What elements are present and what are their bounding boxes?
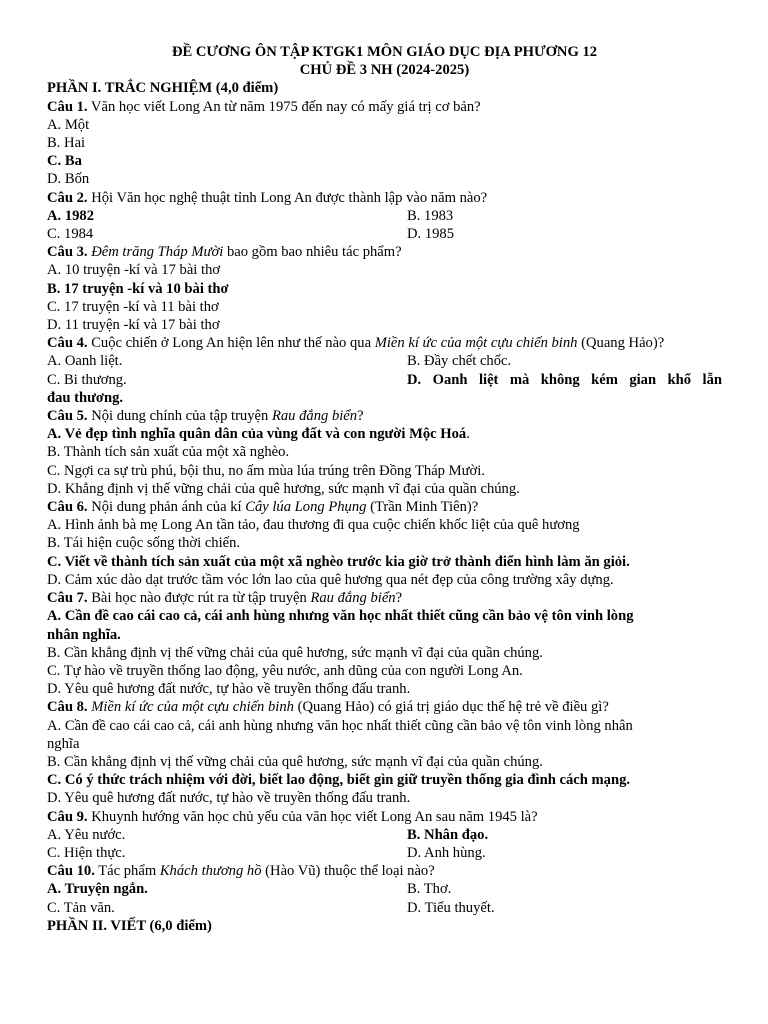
option-a: A. Cần đề cao cái cao cả, cái anh hùng nhưng văn học nhất thiết cũng cần bảo vệ tôn vinh lòng nhân: [47, 717, 633, 734]
question-1-stem: [47, 98, 722, 116]
options-row-1: [47, 826, 722, 844]
option-a: A. 10 truyện -kí và 17 bài thơ: [47, 262, 221, 279]
option-c: C. Hiện thực.: [47, 844, 126, 861]
option-d: D. Tiểu thuyết.: [407, 899, 495, 916]
question-label: Câu 6.: [47, 499, 88, 516]
work-title: Rau đắng biển: [310, 590, 396, 607]
work-title: Cây lúa Long Phụng: [245, 499, 367, 516]
question-text: Văn học viết Long An từ năm 1975 đến nay có mấy giá trị cơ bản?: [87, 98, 481, 115]
option-d: D. Khẳng định vị thế vững chải của quê hương, sức mạnh vĩ đại của quần chúng.: [47, 480, 520, 497]
options-row-2: [47, 899, 722, 917]
option-a-continued: nghĩa: [47, 735, 80, 752]
question-text: (Trần Minh Tiên)?: [366, 499, 479, 516]
question-8-stem: [47, 698, 722, 716]
question-text: Nội dung phản ánh của kí: [87, 499, 246, 516]
work-title: Khách thương hồ: [159, 863, 262, 880]
option-a-end: .: [466, 426, 470, 443]
option-c-answer: C. Ba: [47, 153, 82, 170]
question-text: Khuynh hướng văn học chủ yếu của văn học viết Long An sau năm 1945 là?: [87, 808, 538, 825]
question-3-stem: [47, 243, 722, 261]
option-b: B. Hai: [47, 135, 86, 152]
option-b: B. Đầy chết chốc.: [407, 353, 512, 370]
work-title: Miền kí ức của một cựu chiến binh: [91, 699, 294, 716]
option-b: B. Cần khẳng định vị thế vững chải của quê hương, sức mạnh vĩ đại của quần chúng.: [47, 644, 543, 661]
question-1: [47, 98, 722, 189]
option-c: C. 17 truyện -kí và 11 bài thơ: [47, 298, 219, 315]
question-text: Cuộc chiến ở Long An hiện lên như thế nào qua: [87, 335, 375, 352]
option-c: C. 1984: [47, 226, 94, 243]
option-d: D. Anh hùng.: [407, 844, 486, 861]
option-a: A. Oanh liệt.: [47, 353, 123, 370]
work-title: Miền kí ức của một cựu chiến binh: [374, 335, 578, 352]
option-a-answer: A. 1982: [47, 207, 95, 224]
question-10-stem: [47, 862, 722, 880]
option-b: B. Tái hiện cuộc sống thời chiến.: [47, 535, 241, 552]
question-label: Câu 1.: [47, 98, 88, 115]
question-label: Câu 10.: [47, 863, 95, 880]
question-label: Câu 8.: [47, 699, 88, 716]
question-text: Tác phẩm: [94, 863, 160, 880]
question-8: [47, 698, 722, 807]
question-label: Câu 2.: [47, 189, 88, 206]
options-row-1: [47, 207, 722, 225]
option-a-answer-continued: nhân nghĩa.: [47, 626, 121, 643]
document-page: [47, 43, 722, 935]
options-row-2: [47, 371, 722, 389]
option-b-answer: B. Nhân đạo.: [407, 826, 489, 843]
options-row-2: [47, 844, 722, 862]
option-a-answer-line: [47, 425, 722, 443]
title-line-2: CHỦ ĐỀ 3 NH (2024-2025): [299, 62, 470, 79]
question-6: [47, 498, 722, 589]
question-2-stem: [47, 189, 722, 207]
option-d-answer: D. Oanh liệt mà không kém gian khổ lẫn: [407, 371, 722, 388]
option-c: C. Tản văn.: [47, 899, 115, 916]
option-b: B. Thành tích sản xuất của một xã nghèo.: [47, 444, 290, 461]
title-line-1: ĐỀ CƯƠNG ÔN TẬP KTGK1 MÔN GIÁO DỤC ĐỊA PHƯƠNG 12: [171, 44, 598, 60]
option-d: D. 11 truyện -kí và 17 bài thơ: [47, 317, 220, 334]
question-text: (Quang Hảo)?: [577, 335, 665, 352]
question-text: (Hào Vũ) thuộc thể loại nào?: [261, 863, 435, 880]
option-a-answer: A. Vẻ đẹp tình nghĩa quân dân của vùng đất và con người Mộc Hoá: [47, 426, 467, 443]
question-text: Hội Văn học nghệ thuật tỉnh Long An được thành lập vào năm nào?: [87, 189, 488, 206]
question-text: ?: [357, 408, 364, 425]
option-c-answer: C. Có ý thức trách nhiệm với đời, biết lao động, biết gìn giữ truyền thống gia đình cách mạng.: [47, 772, 631, 789]
question-5: [47, 407, 722, 498]
options-row-2: [47, 225, 722, 243]
option-b: B. Thơ.: [407, 881, 452, 898]
question-4-stem: [47, 334, 722, 352]
options-row-1: [47, 352, 722, 370]
option-a-answer: A. Truyện ngắn.: [47, 881, 148, 898]
question-label: Câu 4.: [47, 335, 88, 352]
option-a-answer: A. Cần đề cao cái cao cả, cái anh hùng nhưng văn học nhất thiết cũng cần bảo vệ tôn vinh lòng: [47, 608, 634, 625]
option-a: A. Hình ảnh bà mẹ Long An tần tảo, đau thương đi qua cuộc chiến khốc liệt của quê hương: [47, 517, 580, 534]
option-c: C. Ngợi ca sự trù phú, bội thu, no ấm mùa lúa trúng trên Đồng Tháp Mười.: [47, 462, 485, 479]
question-text: Bài học nào được rút ra từ tập truyện: [87, 590, 311, 607]
question-9: [47, 808, 722, 863]
option-c: C. Bi thương.: [47, 371, 127, 388]
question-4: [47, 334, 722, 407]
question-3: [47, 243, 722, 334]
question-text: (Quang Hảo) có giá trị giáo dục thế hệ trẻ về điều gì?: [293, 699, 609, 716]
option-d-answer-continued: đau thương.: [47, 389, 124, 406]
work-title: Rau đắng biển: [271, 408, 358, 425]
document-title: [47, 43, 722, 79]
part2-heading: PHẦN II. VIẾT (6,0 điểm): [47, 917, 212, 934]
question-label: Câu 5.: [47, 408, 88, 425]
question-5-stem: [47, 407, 722, 425]
option-b: B. 1983: [407, 207, 454, 224]
question-7: [47, 589, 722, 698]
work-title: Đêm trăng Tháp Mười: [91, 244, 224, 261]
options-row-1: [47, 880, 722, 898]
option-b-answer: B. 17 truyện -kí và 10 bài thơ: [47, 280, 229, 297]
question-text: bao gồm bao nhiêu tác phẩm?: [223, 244, 402, 261]
question-label: Câu 3.: [47, 244, 88, 261]
question-text: Nội dung chính của tập truyện: [87, 408, 272, 425]
option-d: D. Yêu quê hương đất nước, tự hào về truyền thống đấu tranh.: [47, 681, 411, 698]
question-6-stem: [47, 498, 722, 516]
option-d: D. 1985: [407, 226, 455, 243]
question-10: [47, 862, 722, 917]
option-b: B. Cần khẳng định vị thế vững chải của quê hương, sức mạnh vĩ đại của quần chúng.: [47, 753, 543, 770]
question-7-stem: [47, 589, 722, 607]
option-a: A. Một: [47, 116, 90, 133]
option-a: A. Yêu nước.: [47, 826, 126, 843]
question-2: [47, 189, 722, 244]
option-c: C. Tự hào về truyền thống lao động, yêu nước, anh dũng của con người Long An.: [47, 662, 523, 679]
option-d: D. Cảm xúc dào dạt trước tầm vóc lớn lao của quê hương qua nét đẹp của công trường xây dựng.: [47, 571, 614, 588]
question-label: Câu 7.: [47, 590, 88, 607]
question-label: Câu 9.: [47, 808, 88, 825]
question-text: ?: [395, 590, 403, 607]
part1-heading: PHẦN I. TRẮC NGHIỆM (4,0 điểm): [47, 80, 279, 97]
option-d: D. Bốn: [47, 171, 90, 188]
option-d: D. Yêu quê hương đất nước, tự hào về truyền thống đấu tranh.: [47, 790, 411, 807]
option-c-answer: C. Viết về thành tích sản xuất của một xã nghèo trước kia giờ trở thành điển hình làm ăn giỏi.: [47, 553, 630, 570]
question-9-stem: [47, 808, 722, 826]
